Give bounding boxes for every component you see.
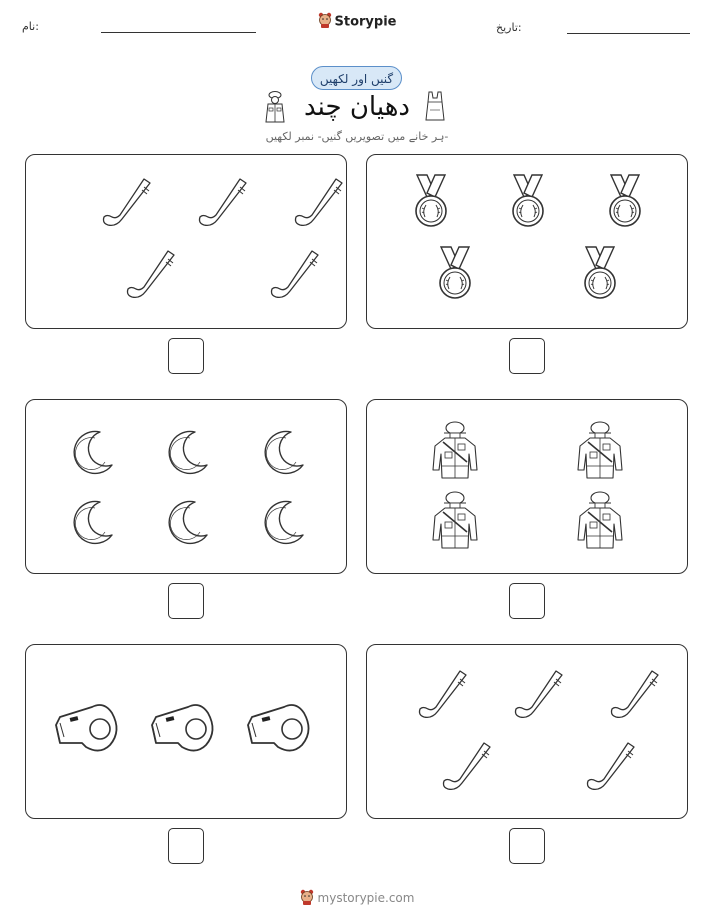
hockey-stick-icon [104,179,151,225]
counting-panel-hockey-sticks-2 [366,644,688,819]
whistle-icon [248,705,309,751]
medal-icon [416,175,446,226]
hockey-stick-icon [516,671,563,717]
hockey-stick-icon [296,179,343,225]
safari-uniform-icon [433,492,477,548]
hockey-stick-icon [588,743,635,789]
whistle-icon [152,705,213,751]
footer [0,889,714,908]
crescent-moon-icon [169,431,207,473]
crescent-moon-icon [74,501,112,543]
footer-url[interactable]: mystorypie.com [317,891,415,905]
counting-panel-moons [25,399,347,574]
instructions: ہر خانے میں تصویریں گنیں- نمبر لکھیں- [265,130,449,143]
hockey-jersey-icon [424,90,446,126]
medal-icon [513,175,543,226]
counting-panel-hockey-sticks-1 [25,154,347,329]
date-line[interactable] [567,33,690,34]
brand-name: Storypie [334,14,397,30]
hockey-stick-icon [420,671,467,717]
hockey-stick-icon [272,251,319,297]
medal-icon [610,175,640,226]
answer-box-4[interactable] [509,583,545,619]
answer-box-3[interactable] [168,583,204,619]
storypie-bear-icon [300,889,314,908]
safari-uniform-icon [578,492,622,548]
answer-box-1[interactable] [168,338,204,374]
name-line[interactable] [101,32,256,33]
hockey-stick-icon [128,251,175,297]
page-title: دھیان چند [304,92,410,122]
hockey-stick-icon [612,671,659,717]
safari-uniform-icon [578,422,622,478]
medal-icon [440,247,470,298]
date-label: تاریخ: [496,21,522,34]
answer-box-2[interactable] [509,338,545,374]
crescent-moon-icon [265,431,303,473]
answer-box-5[interactable] [168,828,204,864]
crescent-moon-icon [169,501,207,543]
hockey-stick-icon [444,743,491,789]
brand-logo [0,12,714,32]
safari-uniform-icon [433,422,477,478]
storypie-bear-icon [318,12,332,32]
medal-icon [585,247,615,298]
hockey-stick-icon [200,179,247,225]
counting-panel-medals [366,154,688,329]
crescent-moon-icon [74,431,112,473]
counting-panel-whistles [25,644,347,819]
crescent-moon-icon [265,501,303,543]
answer-box-6[interactable] [509,828,545,864]
activity-tag: گنیں اور لکھیں [311,66,402,90]
name-label: نام: [22,20,39,33]
whistle-icon [56,705,117,751]
counting-panel-uniforms [366,399,688,574]
